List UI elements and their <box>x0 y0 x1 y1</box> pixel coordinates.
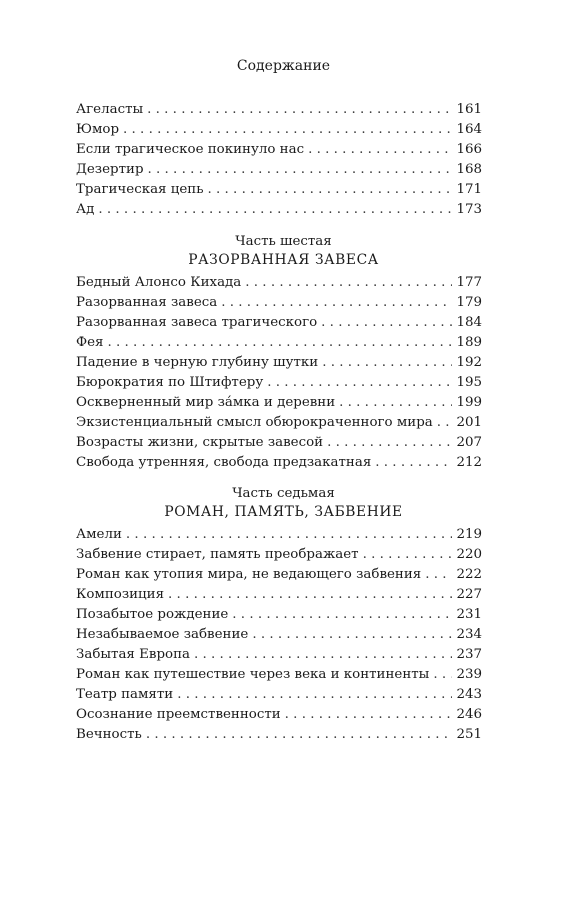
toc-entry <box>76 100 482 120</box>
entry-title: Бедный Алонсо Кихада <box>76 275 242 290</box>
entry-title: Амели <box>76 527 122 542</box>
entry-title: Разорванная завеса <box>76 295 218 310</box>
entry-page: 222 <box>456 567 482 582</box>
leader-dots <box>108 333 453 353</box>
toc-entry <box>76 200 482 220</box>
entry-page: 237 <box>456 647 482 662</box>
leader-dots <box>252 625 452 645</box>
part-title: РОМАН, ПАМЯТЬ, ЗАБВЕНИЕ <box>164 504 403 520</box>
entry-page: 164 <box>456 122 482 137</box>
part-label: Часть седьмая <box>232 486 335 501</box>
entry-page: 166 <box>456 142 482 157</box>
leader-dots <box>168 585 452 605</box>
toc-section-part-6 <box>76 273 482 473</box>
toc-entry <box>76 645 482 665</box>
toc-entry <box>76 120 482 140</box>
part-title: РАЗОРВАННАЯ ЗАВЕСА <box>188 252 379 268</box>
toc-entry <box>76 565 482 585</box>
entry-title: Свобода утренняя, свобода предзакатная <box>76 455 372 470</box>
leader-dots <box>322 353 452 373</box>
toc-entry <box>76 180 482 200</box>
toc-entry <box>76 585 482 605</box>
toc-entry <box>76 453 482 473</box>
entry-page: 161 <box>456 102 482 117</box>
entry-page: 184 <box>456 315 482 330</box>
leader-dots <box>126 525 453 545</box>
entry-page: 168 <box>456 162 482 177</box>
toc-entry <box>76 665 482 685</box>
toc-entry <box>76 413 482 433</box>
entry-page: 177 <box>456 275 482 290</box>
entry-page: 171 <box>456 182 482 197</box>
toc-entry <box>76 353 482 373</box>
leader-dots <box>245 273 452 293</box>
leader-dots <box>425 565 452 585</box>
toc-entry <box>76 685 482 705</box>
entry-page: 219 <box>456 527 482 542</box>
entry-title: Позабытое рождение <box>76 607 229 622</box>
entry-title: Трагическая цепь <box>76 182 204 197</box>
entry-page: 173 <box>456 202 482 217</box>
leader-dots <box>146 725 453 745</box>
leader-dots <box>267 373 452 393</box>
part-6-heading <box>0 232 567 270</box>
leader-dots <box>308 140 452 160</box>
entry-page: 212 <box>456 455 482 470</box>
toc-entry <box>76 333 482 353</box>
entry-title: Оскверненный мир за́мка и деревни <box>76 395 336 410</box>
entry-title: Бюрократия по Штифтеру <box>76 375 264 390</box>
entry-title: Дезертир <box>76 162 144 177</box>
toc-entry <box>76 140 482 160</box>
toc-entry <box>76 545 482 565</box>
entry-title: Осознание преемственности <box>76 707 281 722</box>
leader-dots <box>177 685 452 705</box>
entry-page: 195 <box>456 375 482 390</box>
toc-entry <box>76 273 482 293</box>
leader-dots <box>232 605 452 625</box>
leader-dots <box>437 413 453 433</box>
leader-dots <box>194 645 452 665</box>
leader-dots <box>147 100 452 120</box>
entry-page: 199 <box>456 395 482 410</box>
entry-title: Незабываемое забвение <box>76 627 249 642</box>
leader-dots <box>148 160 453 180</box>
toc-entry <box>76 373 482 393</box>
entry-title: Роман как путешествие через века и континенты <box>76 667 430 682</box>
leader-dots <box>285 705 453 725</box>
entry-page: 227 <box>456 587 482 602</box>
leader-dots <box>208 180 453 200</box>
entry-page: 251 <box>456 727 482 742</box>
entry-title: Разорванная завеса трагического <box>76 315 318 330</box>
leader-dots <box>433 665 452 685</box>
leader-dots <box>321 313 452 333</box>
toc-entry <box>76 705 482 725</box>
toc-entry <box>76 160 482 180</box>
entry-title: Агеласты <box>76 102 144 117</box>
entry-page: 246 <box>456 707 482 722</box>
leader-dots <box>375 453 452 473</box>
leader-dots <box>339 393 452 413</box>
part-7-heading <box>0 484 567 522</box>
toc-entry <box>76 393 482 413</box>
leader-dots <box>327 433 452 453</box>
toc-entry <box>76 525 482 545</box>
toc-section-part-7 <box>76 525 482 745</box>
leader-dots <box>363 545 453 565</box>
entry-page: 207 <box>456 435 482 450</box>
toc-entry <box>76 433 482 453</box>
entry-page: 201 <box>456 415 482 430</box>
entry-title: Экзистенциальный смысл обюрокраченного мира <box>76 415 433 430</box>
entry-page: 239 <box>456 667 482 682</box>
entry-page: 189 <box>456 335 482 350</box>
toc-entry <box>76 625 482 645</box>
entry-title: Забвение стирает, память преображает <box>76 547 359 562</box>
toc-entry <box>76 605 482 625</box>
leader-dots <box>98 200 452 220</box>
toc-entry <box>76 293 482 313</box>
entry-title: Вечность <box>76 727 142 742</box>
part-label: Часть шестая <box>235 234 332 249</box>
toc-section-1 <box>76 100 482 220</box>
leader-dots <box>123 120 452 140</box>
entry-title: Возрасты жизни, скрытые завесой <box>76 435 324 450</box>
entry-title: Юмор <box>76 122 120 137</box>
entry-page: 234 <box>456 627 482 642</box>
entry-page: 243 <box>456 687 482 702</box>
entry-title: Фея <box>76 335 104 350</box>
entry-title: Если трагическое покинуло нас <box>76 142 305 157</box>
entry-page: 220 <box>456 547 482 562</box>
entry-title: Роман как утопия мира, не ведающего забвения <box>76 567 422 582</box>
entry-title: Ад <box>76 202 95 217</box>
page-title: Содержание <box>236 58 331 74</box>
entry-title: Композиция <box>76 587 165 602</box>
entry-title: Театр памяти <box>76 687 174 702</box>
entry-page: 231 <box>456 607 482 622</box>
toc-entry <box>76 725 482 745</box>
entry-title: Падение в черную глубину шутки <box>76 355 319 370</box>
leader-dots <box>221 293 452 313</box>
toc-entry <box>76 313 482 333</box>
entry-page: 179 <box>456 295 482 310</box>
entry-title: Забытая Европа <box>76 647 190 662</box>
entry-page: 192 <box>456 355 482 370</box>
